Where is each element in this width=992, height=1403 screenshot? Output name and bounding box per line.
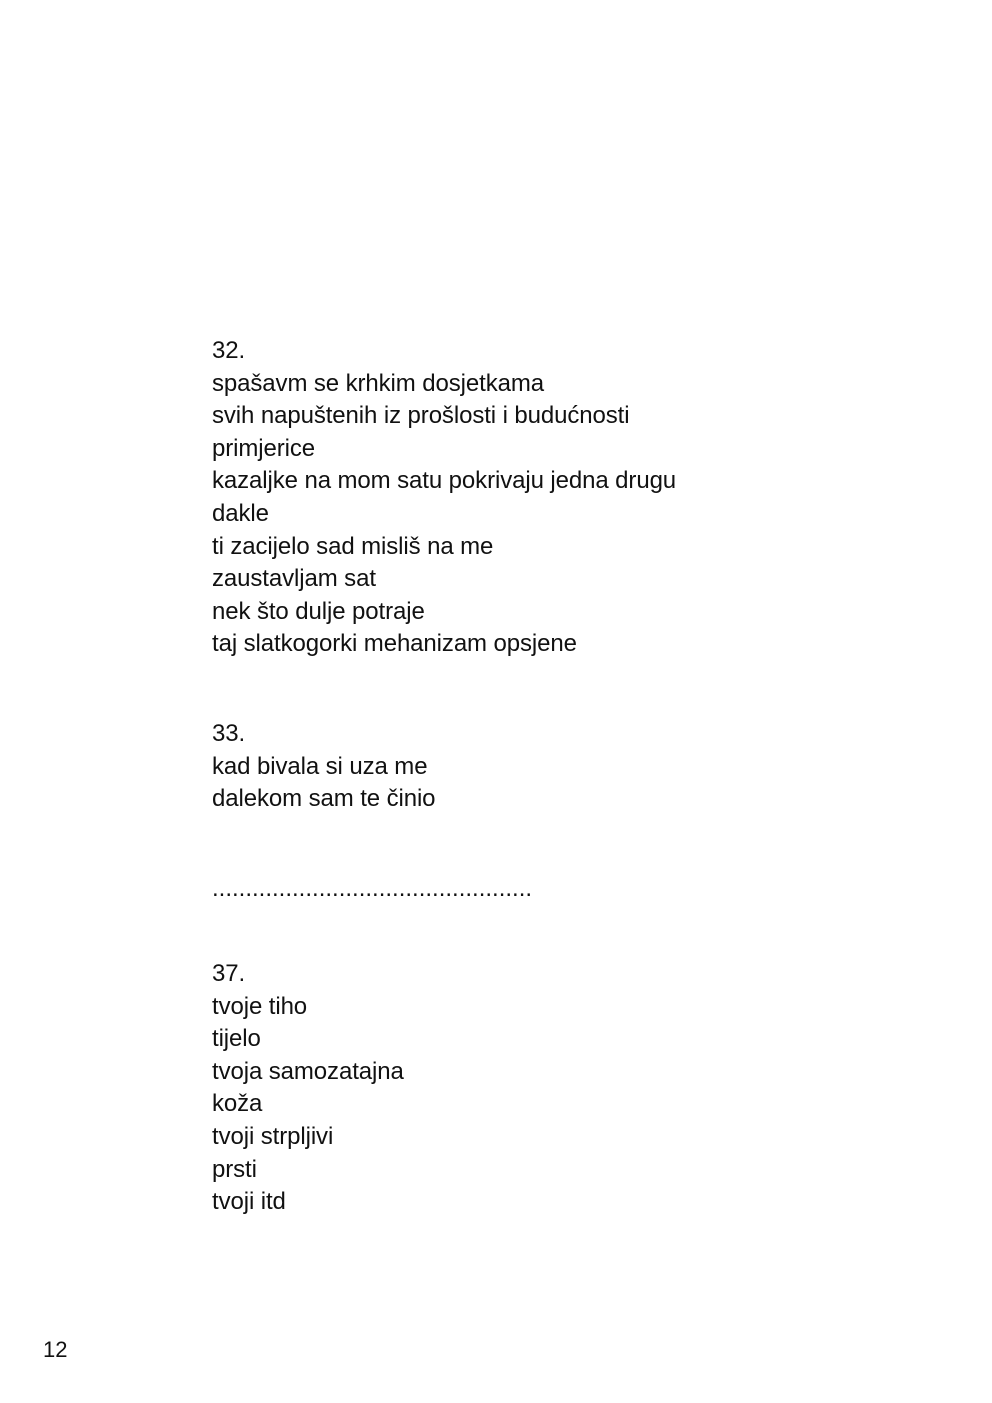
section-separator: ................................................ — [212, 875, 533, 902]
poem-line: taj slatkogorki mehanizam opsjene — [212, 630, 577, 658]
poem-line: kad bivala si uza me — [212, 752, 428, 780]
poem-line: tijelo — [212, 1025, 261, 1053]
poem-32 — [212, 335, 852, 661]
poem-line: nek što dulje potraje — [212, 597, 425, 625]
poem-line: primjerice — [212, 434, 316, 462]
poem-line: tvoja samozatajna — [212, 1057, 404, 1085]
poem-line: tvoje tiho — [212, 992, 308, 1020]
poem-line: prsti — [212, 1155, 257, 1183]
poem-number: 33. — [212, 720, 246, 747]
poem-number: 37. — [212, 960, 246, 987]
poem-line: dakle — [212, 499, 269, 527]
poem-line: svih napuštenih iz prošlosti i budućnosti — [212, 402, 630, 430]
poem-line: kazaljke na mom satu pokrivaju jedna drugu — [212, 467, 677, 495]
poem-line: tvoji itd — [212, 1188, 286, 1216]
poem-number: 32. — [212, 337, 246, 364]
poem-37 — [212, 958, 852, 1219]
poem-line: tvoji strpljivi — [212, 1122, 334, 1150]
poem-line: ti zacijelo sad misliš na me — [212, 532, 494, 560]
page-number: 12 — [43, 1337, 68, 1362]
poem-line: zaustavljam sat — [212, 565, 376, 593]
poem-line: spašavm se krhkim dosjetkama — [212, 369, 544, 397]
poem-line: koža — [212, 1090, 263, 1118]
poem-line: dalekom sam te činio — [212, 785, 436, 813]
poem-33 — [212, 718, 852, 816]
